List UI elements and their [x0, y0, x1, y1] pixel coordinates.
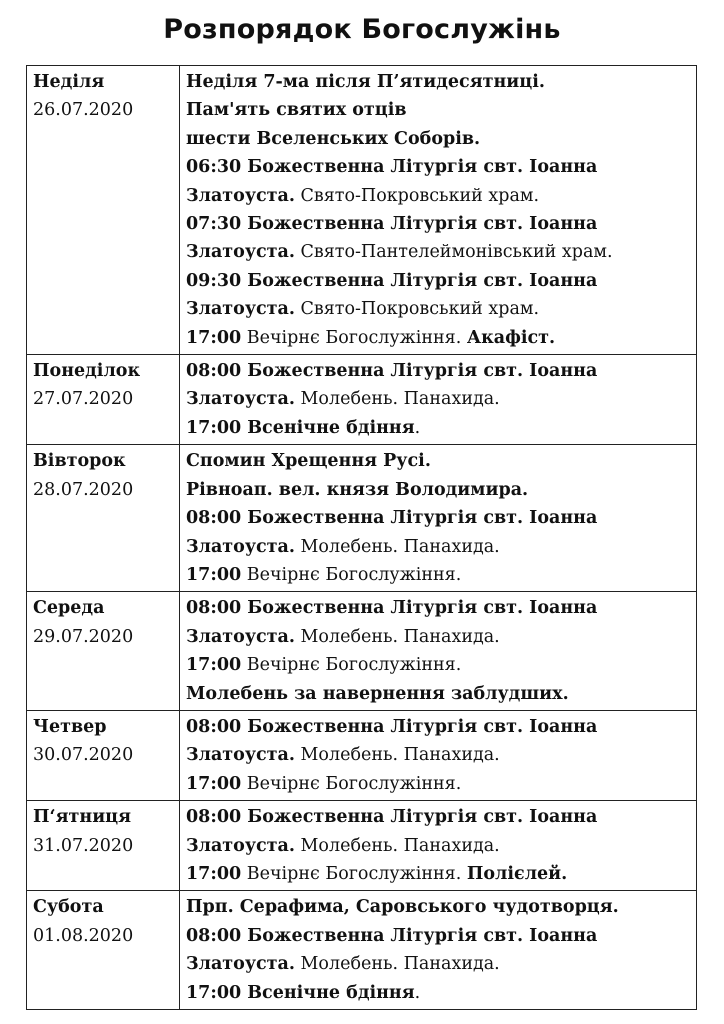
- day-date: 01.08.2020: [33, 925, 134, 946]
- service-line: [186, 125, 692, 153]
- schedule-row: [27, 710, 697, 800]
- schedule-row: [27, 592, 697, 711]
- service-line: [186, 561, 692, 589]
- service-text: Пам'ять святих отців: [186, 100, 407, 121]
- page-title: Розпорядок Богослужінь: [163, 14, 561, 45]
- service-text: 17:00: [186, 564, 242, 585]
- service-line: [186, 651, 692, 679]
- service-text: 08:00 Божественна Літургія свт. Іоанна: [186, 807, 598, 828]
- service-text: Прп. Серафима, Саровського чудотворця.: [186, 897, 619, 918]
- day-date: 27.07.2020: [33, 389, 134, 410]
- services-cell: [180, 355, 697, 445]
- service-line: [186, 153, 692, 181]
- service-text: Златоуста.: [186, 954, 295, 975]
- schedule-row: [27, 355, 697, 445]
- day-date: 26.07.2020: [33, 100, 134, 121]
- schedule-body: [27, 66, 697, 1010]
- day-cell: [27, 355, 180, 445]
- service-line: [186, 979, 692, 1007]
- day-name: Субота: [33, 897, 104, 918]
- service-text: Молебень. Панахида.: [294, 745, 500, 766]
- service-text: 17:00 Всенічне бдіння: [186, 417, 415, 438]
- services-cell: [180, 710, 697, 800]
- services-cell: [180, 66, 697, 355]
- service-line: [186, 182, 692, 210]
- day-cell: [27, 592, 180, 711]
- service-text: Златоуста.: [186, 745, 295, 766]
- service-text: Неділя 7-ма після П’ятидесятниці.: [186, 72, 545, 92]
- schedule-row: [27, 445, 697, 592]
- service-text: Полієлей.: [466, 863, 568, 884]
- schedule-table: [26, 65, 697, 1010]
- service-line: [186, 623, 692, 651]
- service-text: Златоуста.: [186, 185, 295, 206]
- service-text: 06:30 Божественна Літургія свт. Іоанна: [186, 157, 598, 178]
- service-line: [186, 68, 692, 96]
- service-text: Свято-Покровський храм.: [294, 299, 540, 320]
- service-line: [186, 210, 692, 238]
- service-text: Рівноап. вел. князя Володимира.: [186, 479, 529, 500]
- service-line: [186, 832, 692, 860]
- service-text: Вечірнє Богослужіння.: [241, 564, 462, 585]
- day-date: 30.07.2020: [33, 745, 134, 766]
- schedule-row: [27, 801, 697, 891]
- schedule-row: [27, 891, 697, 1010]
- day-cell: [27, 66, 180, 355]
- service-text: Молебень. Панахида.: [294, 536, 500, 557]
- day-cell: [27, 445, 180, 592]
- service-line: [186, 504, 692, 532]
- service-line: [186, 295, 692, 323]
- service-text: Златоуста.: [186, 389, 295, 410]
- service-line: [186, 476, 692, 504]
- service-line: [186, 385, 692, 413]
- service-text: 17:00: [186, 655, 242, 676]
- service-text: Молебень. Панахида.: [294, 626, 500, 647]
- service-text: 08:00 Божественна Літургія свт. Іоанна: [186, 361, 598, 382]
- service-text: Свято-Покровський храм.: [294, 185, 540, 206]
- service-text: 07:30 Божественна Літургія свт. Іоанна: [186, 214, 598, 235]
- service-line: [186, 803, 692, 831]
- service-text: 17:00: [186, 327, 242, 348]
- service-text: 08:00 Божественна Літургія свт. Іоанна: [186, 508, 598, 529]
- service-text: 17:00 Всенічне бдіння: [186, 982, 415, 1003]
- service-text: шести Вселенських Соборів.: [186, 128, 481, 149]
- day-cell: [27, 801, 180, 891]
- day-cell: [27, 710, 180, 800]
- day-name: Середа: [33, 598, 105, 619]
- service-line: [186, 267, 692, 295]
- day-name: Четвер: [33, 716, 107, 737]
- service-text: Вечірнє Богослужіння.: [241, 773, 462, 794]
- service-text: .: [414, 417, 421, 438]
- services-cell: [180, 891, 697, 1010]
- service-text: Вечірнє Богослужіння.: [241, 655, 462, 676]
- service-line: [186, 893, 692, 921]
- service-text: Свято-Пантелеймонівський храм.: [294, 242, 613, 263]
- service-line: [186, 357, 692, 385]
- day-date: 31.07.2020: [33, 835, 134, 856]
- service-text: Молебень. Панахида.: [294, 954, 500, 975]
- service-text: 08:00 Божественна Літургія свт. Іоанна: [186, 598, 598, 619]
- day-name: Понеділок: [33, 361, 141, 382]
- services-cell: [180, 592, 697, 711]
- service-line: [186, 238, 692, 266]
- service-text: Златоуста.: [186, 242, 295, 263]
- service-text: Молебень. Панахида.: [294, 389, 500, 410]
- day-date: 29.07.2020: [33, 626, 134, 647]
- service-line: [186, 860, 692, 888]
- service-text: Вечірнє Богослужіння.: [241, 327, 467, 348]
- service-text: 09:30 Божественна Літургія свт. Іоанна: [186, 270, 598, 291]
- service-line: [186, 713, 692, 741]
- day-name: Неділя: [33, 72, 105, 92]
- service-line: [186, 680, 692, 708]
- service-text: Златоуста.: [186, 299, 295, 320]
- service-text: 08:00 Божественна Літургія свт. Іоанна: [186, 925, 598, 946]
- service-line: [186, 447, 692, 475]
- service-text: Златоуста.: [186, 626, 295, 647]
- schedule-row: [27, 66, 697, 355]
- services-cell: [180, 801, 697, 891]
- service-text: Спомин Хрещення Русі.: [186, 451, 431, 472]
- day-name: Вівторок: [33, 451, 126, 472]
- service-line: [186, 770, 692, 798]
- service-line: [186, 414, 692, 442]
- services-cell: [180, 445, 697, 592]
- service-line: [186, 922, 692, 950]
- service-text: Акафіст.: [466, 327, 556, 348]
- service-line: [186, 324, 692, 352]
- day-name: П‘ятниця: [33, 807, 132, 828]
- service-text: Молебень за навернення заблудших.: [186, 683, 569, 704]
- service-text: 17:00: [186, 863, 242, 884]
- service-line: [186, 533, 692, 561]
- service-line: [186, 594, 692, 622]
- day-date: 28.07.2020: [33, 479, 134, 500]
- service-text: 08:00 Божественна Літургія свт. Іоанна: [186, 716, 598, 737]
- service-text: Вечірнє Богослужіння.: [241, 863, 467, 884]
- service-line: [186, 96, 692, 124]
- service-text: Златоуста.: [186, 536, 295, 557]
- service-line: [186, 950, 692, 978]
- service-text: 17:00: [186, 773, 242, 794]
- day-cell: [27, 891, 180, 1010]
- service-line: [186, 741, 692, 769]
- service-text: Златоуста.: [186, 835, 295, 856]
- service-text: Молебень. Панахида.: [294, 835, 500, 856]
- service-text: .: [414, 982, 421, 1003]
